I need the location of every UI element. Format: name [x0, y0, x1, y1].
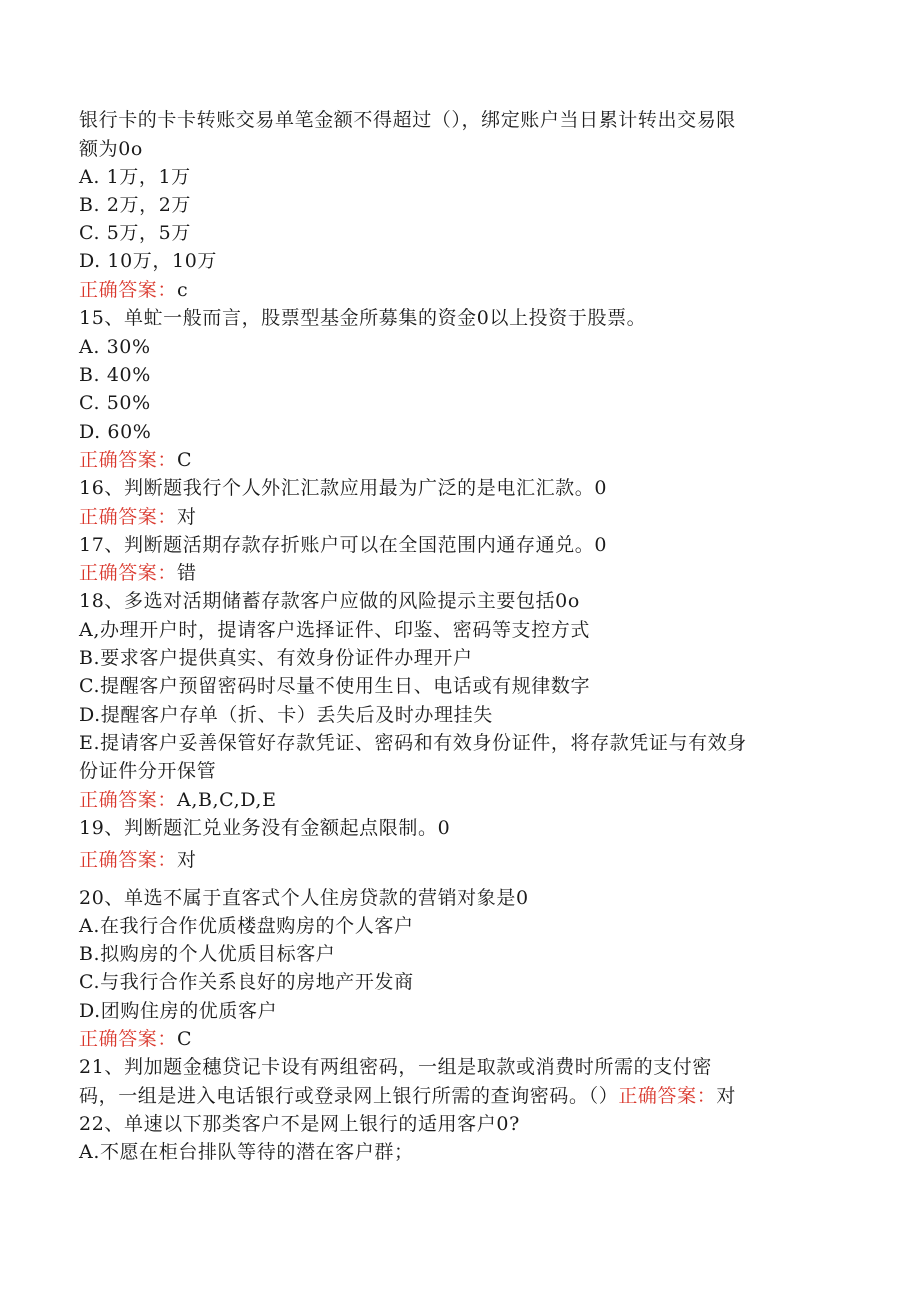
answer-value: 对 — [177, 849, 197, 871]
question-14-stem-line2: 额为0o — [79, 138, 143, 160]
answer-value: C — [177, 1028, 193, 1050]
answer-value: 对 — [716, 1085, 736, 1107]
answer-label: 正确答案： — [79, 789, 178, 811]
question-19-stem: 19、判断题汇兑业务没有金额起点限制。0 — [79, 817, 451, 839]
question-20-stem: 20、单选不属于直客式个人住房贷款的营销对象是0 — [79, 887, 529, 909]
question-15-option-a: A. 30% — [79, 336, 151, 358]
question-14-stem-line1: 银行卡的卡卡转账交易单笔金额不得超过（），绑定账户当日累计转出交易限 — [79, 109, 736, 131]
answer-label: 正确答案： — [79, 562, 178, 584]
question-21-stem-line2 — [79, 1084, 736, 1108]
question-16-answer — [79, 505, 197, 529]
question-16-stem: 16、判断题我行个人外汇汇款应用最为广泛的是电汇汇款。0 — [79, 477, 608, 499]
question-18-answer — [79, 788, 277, 812]
answer-value: C — [177, 449, 193, 471]
question-17-stem: 17、判断题活期存款存折账户可以在全国范围内通存通兑。0 — [79, 534, 608, 556]
question-20-option-d: D.团购住房的优质客户 — [79, 1000, 278, 1022]
question-14-option-c: C. 5万，5万 — [79, 222, 191, 244]
question-20-option-c: C.与我行合作关系良好的房地产开发商 — [79, 971, 414, 993]
answer-value: 错 — [177, 562, 197, 584]
question-14-option-d: D. 10万，10万 — [79, 250, 217, 272]
answer-label: 正确答案： — [79, 279, 178, 301]
answer-value: c — [177, 279, 189, 301]
answer-label: 正确答案： — [79, 506, 178, 528]
question-22-stem: 22、单速以下那类客户不是网上银行的适用客户0? — [79, 1113, 520, 1135]
question-14-option-a: A. 1万，1万 — [79, 166, 191, 188]
question-18-option-d: D.提醒客户存单（折、卡）丢失后及时办理挂失 — [79, 704, 493, 726]
answer-label: 正确答案： — [79, 449, 178, 471]
question-15-stem: 15、单虻一般而言，股票型基金所募集的资金0以上投资于股票。 — [79, 307, 647, 329]
question-18-option-a: A,办理开户时，提请客户选择证件、印鉴、密码等支控方式 — [79, 619, 590, 641]
question-18-option-c: C.提醒客户预留密码时尽量不使用生日、电话或有规律数字 — [79, 675, 591, 697]
question-20-answer — [79, 1027, 192, 1051]
answer-label: 正确答案： — [79, 1028, 178, 1050]
answer-label: 正确答案： — [79, 849, 178, 871]
answer-value: 对 — [177, 506, 197, 528]
question-20-option-a: A.在我行合作优质楼盘购房的个人客户 — [79, 915, 414, 937]
answer-label: 正确答案： — [618, 1085, 717, 1107]
question-14-answer — [79, 278, 188, 302]
question-17-answer — [79, 561, 197, 585]
question-18-option-b: B.要求客户提供真实、有效身份证件办理开户 — [79, 647, 473, 669]
question-18-stem: 18、多选对活期储蓄存款客户应做的风险提示主要包括0o — [79, 590, 580, 612]
question-18-option-e: E.提请客户妥善保管好存款凭证、密码和有效身份证件，将存款凭证与有效身 — [79, 732, 747, 754]
question-15-answer — [79, 448, 192, 472]
question-21-stem-line1: 21、判加题金穗贷记卡设有两组密码，一组是取款或消费时所需的支付密 — [79, 1056, 712, 1078]
question-14-option-b: B. 2万，2万 — [79, 194, 192, 216]
answer-value: A,B,C,D,E — [177, 789, 277, 811]
question-15-option-c: C. 50% — [79, 392, 151, 414]
question-15-option-d: D. 60% — [79, 421, 152, 443]
question-15-option-b: B. 40% — [79, 364, 151, 386]
question-22-option-a: A.不愿在柜台排队等待的潜在客户群； — [79, 1141, 414, 1163]
question-21-line2-text: 码，一组是进入电话银行或登录网上银行所需的查询密码。（） — [79, 1085, 619, 1107]
question-20-option-b: B.拟购房的个人优质目标客户 — [79, 943, 336, 965]
question-18-option-e-cont: 份证件分开保管 — [79, 760, 217, 782]
question-19-answer — [79, 848, 197, 872]
